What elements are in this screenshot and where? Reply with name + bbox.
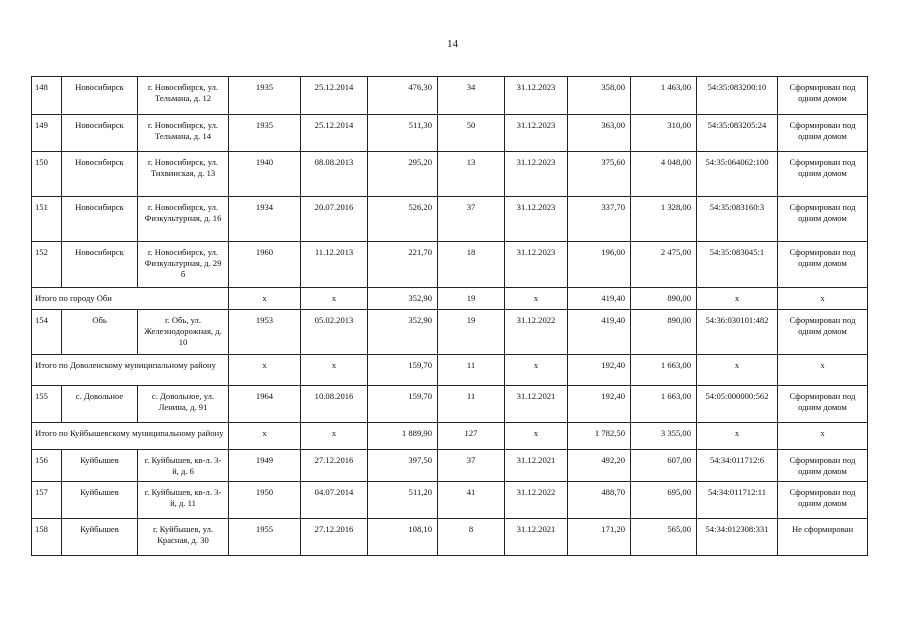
- residents-cell: 41: [438, 482, 505, 519]
- land-area-cell: 310,00: [631, 115, 697, 152]
- subtotal-row: [32, 288, 868, 310]
- address-cell: г. Новосибирск, ул. Тихвинская, д. 13: [138, 152, 229, 197]
- settlement-cell: Куйбышев: [62, 519, 138, 556]
- row-number-cell: 152: [32, 242, 62, 288]
- cadastral-number-cell: 54:35:083200:10: [697, 77, 778, 115]
- land-area-cell: 4 048,00: [631, 152, 697, 197]
- settlement-cell: Куйбышев: [62, 482, 138, 519]
- table-row: [32, 386, 868, 423]
- deadline-cell: 31.12.2023: [505, 115, 568, 152]
- area-cell: 159,70: [368, 386, 438, 423]
- address-cell: г. Куйбышев, кв-л. 3-й, д. 6: [138, 450, 229, 482]
- deadline-cell: 31.12.2021: [505, 386, 568, 423]
- date-cell: x: [301, 288, 368, 310]
- land-area-cell: 2 475,00: [631, 242, 697, 288]
- deadline-cell: 31.12.2022: [505, 310, 568, 355]
- settlement-cell: Новосибирск: [62, 152, 138, 197]
- row-number-cell: 148: [32, 77, 62, 115]
- settlement-cell: с. Довольное: [62, 386, 138, 423]
- status-cell: Сформирован под одним домом: [778, 197, 868, 242]
- land-area-cell: 565,00: [631, 519, 697, 556]
- area-cell: 1 889,90: [368, 423, 438, 450]
- cadastral-number-cell: 54:35:083205:24: [697, 115, 778, 152]
- table-body: [32, 77, 868, 556]
- area2-cell: 488,70: [568, 482, 631, 519]
- date-cell: 10.08.2016: [301, 386, 368, 423]
- cadastral-number-cell: 54:34:012308:331: [697, 519, 778, 556]
- area2-cell: 192,40: [568, 355, 631, 386]
- cadastral-number-cell: x: [697, 288, 778, 310]
- subtotal-label-cell: Итого по Куйбышевскому муниципальному району: [32, 423, 229, 450]
- address-cell: с. Довольное, ул. Ленина, д. 91: [138, 386, 229, 423]
- status-cell: x: [778, 288, 868, 310]
- cadastral-number-cell: x: [697, 423, 778, 450]
- deadline-cell: x: [505, 288, 568, 310]
- status-cell: x: [778, 423, 868, 450]
- residents-cell: 11: [438, 355, 505, 386]
- area-cell: 159,70: [368, 355, 438, 386]
- cadastral-number-cell: 54:35:064062:100: [697, 152, 778, 197]
- row-number-cell: 155: [32, 386, 62, 423]
- cadastral-number-cell: 54:36:030101:482: [697, 310, 778, 355]
- land-area-cell: 1 328,00: [631, 197, 697, 242]
- address-cell: г. Новосибирск, ул. Тельмана, д. 14: [138, 115, 229, 152]
- settlement-cell: Новосибирск: [62, 77, 138, 115]
- residents-cell: 19: [438, 310, 505, 355]
- status-cell: Сформирован под одним домом: [778, 152, 868, 197]
- area2-cell: 363,00: [568, 115, 631, 152]
- row-number-cell: 157: [32, 482, 62, 519]
- date-cell: 08.08.2013: [301, 152, 368, 197]
- status-cell: Сформирован под одним домом: [778, 115, 868, 152]
- settlement-cell: Куйбышев: [62, 450, 138, 482]
- land-area-cell: 1 663,00: [631, 386, 697, 423]
- row-number-cell: 154: [32, 310, 62, 355]
- status-cell: Сформирован под одним домом: [778, 77, 868, 115]
- deadline-cell: x: [505, 355, 568, 386]
- page-number: 14: [447, 38, 458, 50]
- status-cell: x: [778, 355, 868, 386]
- table-row: [32, 519, 868, 556]
- land-area-cell: 890,00: [631, 288, 697, 310]
- deadline-cell: 31.12.2022: [505, 482, 568, 519]
- year-cell: 1940: [229, 152, 301, 197]
- address-cell: г. Новосибирск, ул. Физкультурная, д. 29 б: [138, 242, 229, 288]
- year-cell: 1935: [229, 77, 301, 115]
- residents-cell: 37: [438, 197, 505, 242]
- cadastral-number-cell: 54:35:083160:3: [697, 197, 778, 242]
- area2-cell: 196,00: [568, 242, 631, 288]
- deadline-cell: x: [505, 423, 568, 450]
- land-area-cell: 695,00: [631, 482, 697, 519]
- status-cell: Сформирован под одним домом: [778, 242, 868, 288]
- residents-cell: 37: [438, 450, 505, 482]
- table-row: [32, 152, 868, 197]
- date-cell: 27.12.2016: [301, 450, 368, 482]
- row-number-cell: 150: [32, 152, 62, 197]
- land-area-cell: 3 355,00: [631, 423, 697, 450]
- deadline-cell: 31.12.2021: [505, 519, 568, 556]
- address-cell: г. Обь, ул. Железнодорожная, д. 10: [138, 310, 229, 355]
- land-area-cell: 607,00: [631, 450, 697, 482]
- area-cell: 511,30: [368, 115, 438, 152]
- residents-cell: 13: [438, 152, 505, 197]
- residents-cell: 11: [438, 386, 505, 423]
- deadline-cell: 31.12.2023: [505, 152, 568, 197]
- residents-cell: 50: [438, 115, 505, 152]
- subtotal-row: [32, 423, 868, 450]
- area2-cell: 375,60: [568, 152, 631, 197]
- settlement-cell: Обь: [62, 310, 138, 355]
- status-cell: Сформирован под одним домом: [778, 482, 868, 519]
- table-row: [32, 482, 868, 519]
- address-cell: г. Новосибирск, ул. Тельмана, д. 12: [138, 77, 229, 115]
- deadline-cell: 31.12.2021: [505, 450, 568, 482]
- area2-cell: 192,40: [568, 386, 631, 423]
- year-cell: x: [229, 355, 301, 386]
- housing-registry-table: [31, 76, 868, 556]
- address-cell: г. Новосибирск, ул. Физкультурная, д. 16: [138, 197, 229, 242]
- table-row: [32, 242, 868, 288]
- cadastral-number-cell: 54:05:000000:562: [697, 386, 778, 423]
- land-area-cell: 890,00: [631, 310, 697, 355]
- row-number-cell: 158: [32, 519, 62, 556]
- date-cell: 04.07.2014: [301, 482, 368, 519]
- settlement-cell: Новосибирск: [62, 197, 138, 242]
- row-number-cell: 156: [32, 450, 62, 482]
- settlement-cell: Новосибирск: [62, 242, 138, 288]
- year-cell: 1935: [229, 115, 301, 152]
- year-cell: 1934: [229, 197, 301, 242]
- year-cell: 1960: [229, 242, 301, 288]
- area-cell: 476,30: [368, 77, 438, 115]
- residents-cell: 34: [438, 77, 505, 115]
- date-cell: 20.07.2016: [301, 197, 368, 242]
- area-cell: 526,20: [368, 197, 438, 242]
- area-cell: 221,70: [368, 242, 438, 288]
- cadastral-number-cell: x: [697, 355, 778, 386]
- address-cell: г. Куйбышев, кв-л. 3-й, д. 11: [138, 482, 229, 519]
- area-cell: 352,90: [368, 288, 438, 310]
- row-number-cell: 149: [32, 115, 62, 152]
- area2-cell: 492,20: [568, 450, 631, 482]
- table-row: [32, 77, 868, 115]
- year-cell: 1955: [229, 519, 301, 556]
- residents-cell: 8: [438, 519, 505, 556]
- deadline-cell: 31.12.2023: [505, 242, 568, 288]
- year-cell: 1949: [229, 450, 301, 482]
- status-cell: Сформирован под одним домом: [778, 386, 868, 423]
- cadastral-number-cell: 54:34:011712:11: [697, 482, 778, 519]
- year-cell: 1950: [229, 482, 301, 519]
- land-area-cell: 1 663,00: [631, 355, 697, 386]
- year-cell: 1964: [229, 386, 301, 423]
- land-area-cell: 1 463,00: [631, 77, 697, 115]
- date-cell: 27.12.2016: [301, 519, 368, 556]
- residents-cell: 19: [438, 288, 505, 310]
- table-row: [32, 197, 868, 242]
- area-cell: 352,90: [368, 310, 438, 355]
- date-cell: 05.02.2013: [301, 310, 368, 355]
- deadline-cell: 31.12.2023: [505, 197, 568, 242]
- residents-cell: 18: [438, 242, 505, 288]
- subtotal-row: [32, 355, 868, 386]
- area2-cell: 419,40: [568, 288, 631, 310]
- subtotal-label-cell: Итого по Доволенскому муниципальному району: [32, 355, 229, 386]
- cadastral-number-cell: 54:34:011712:6: [697, 450, 778, 482]
- date-cell: 25.12.2014: [301, 77, 368, 115]
- status-cell: Не сформирован: [778, 519, 868, 556]
- settlement-cell: Новосибирск: [62, 115, 138, 152]
- date-cell: 25.12.2014: [301, 115, 368, 152]
- cadastral-number-cell: 54:35:083045:1: [697, 242, 778, 288]
- year-cell: 1953: [229, 310, 301, 355]
- area2-cell: 419,40: [568, 310, 631, 355]
- date-cell: x: [301, 423, 368, 450]
- residents-cell: 127: [438, 423, 505, 450]
- subtotal-label-cell: Итого по городу Оби: [32, 288, 229, 310]
- status-cell: Сформирован под одним домом: [778, 310, 868, 355]
- deadline-cell: 31.12.2023: [505, 77, 568, 115]
- table-row: [32, 310, 868, 355]
- area2-cell: 171,20: [568, 519, 631, 556]
- area-cell: 511,20: [368, 482, 438, 519]
- date-cell: 11.12.2013: [301, 242, 368, 288]
- area2-cell: 358,00: [568, 77, 631, 115]
- area-cell: 108,10: [368, 519, 438, 556]
- area2-cell: 337,70: [568, 197, 631, 242]
- year-cell: x: [229, 288, 301, 310]
- row-number-cell: 151: [32, 197, 62, 242]
- year-cell: x: [229, 423, 301, 450]
- table-row: [32, 450, 868, 482]
- table-row: [32, 115, 868, 152]
- area-cell: 397,50: [368, 450, 438, 482]
- address-cell: г. Куйбышев, ул. Красная, д. 30: [138, 519, 229, 556]
- area-cell: 295,20: [368, 152, 438, 197]
- area2-cell: 1 782,50: [568, 423, 631, 450]
- status-cell: Сформирован под одним домом: [778, 450, 868, 482]
- date-cell: x: [301, 355, 368, 386]
